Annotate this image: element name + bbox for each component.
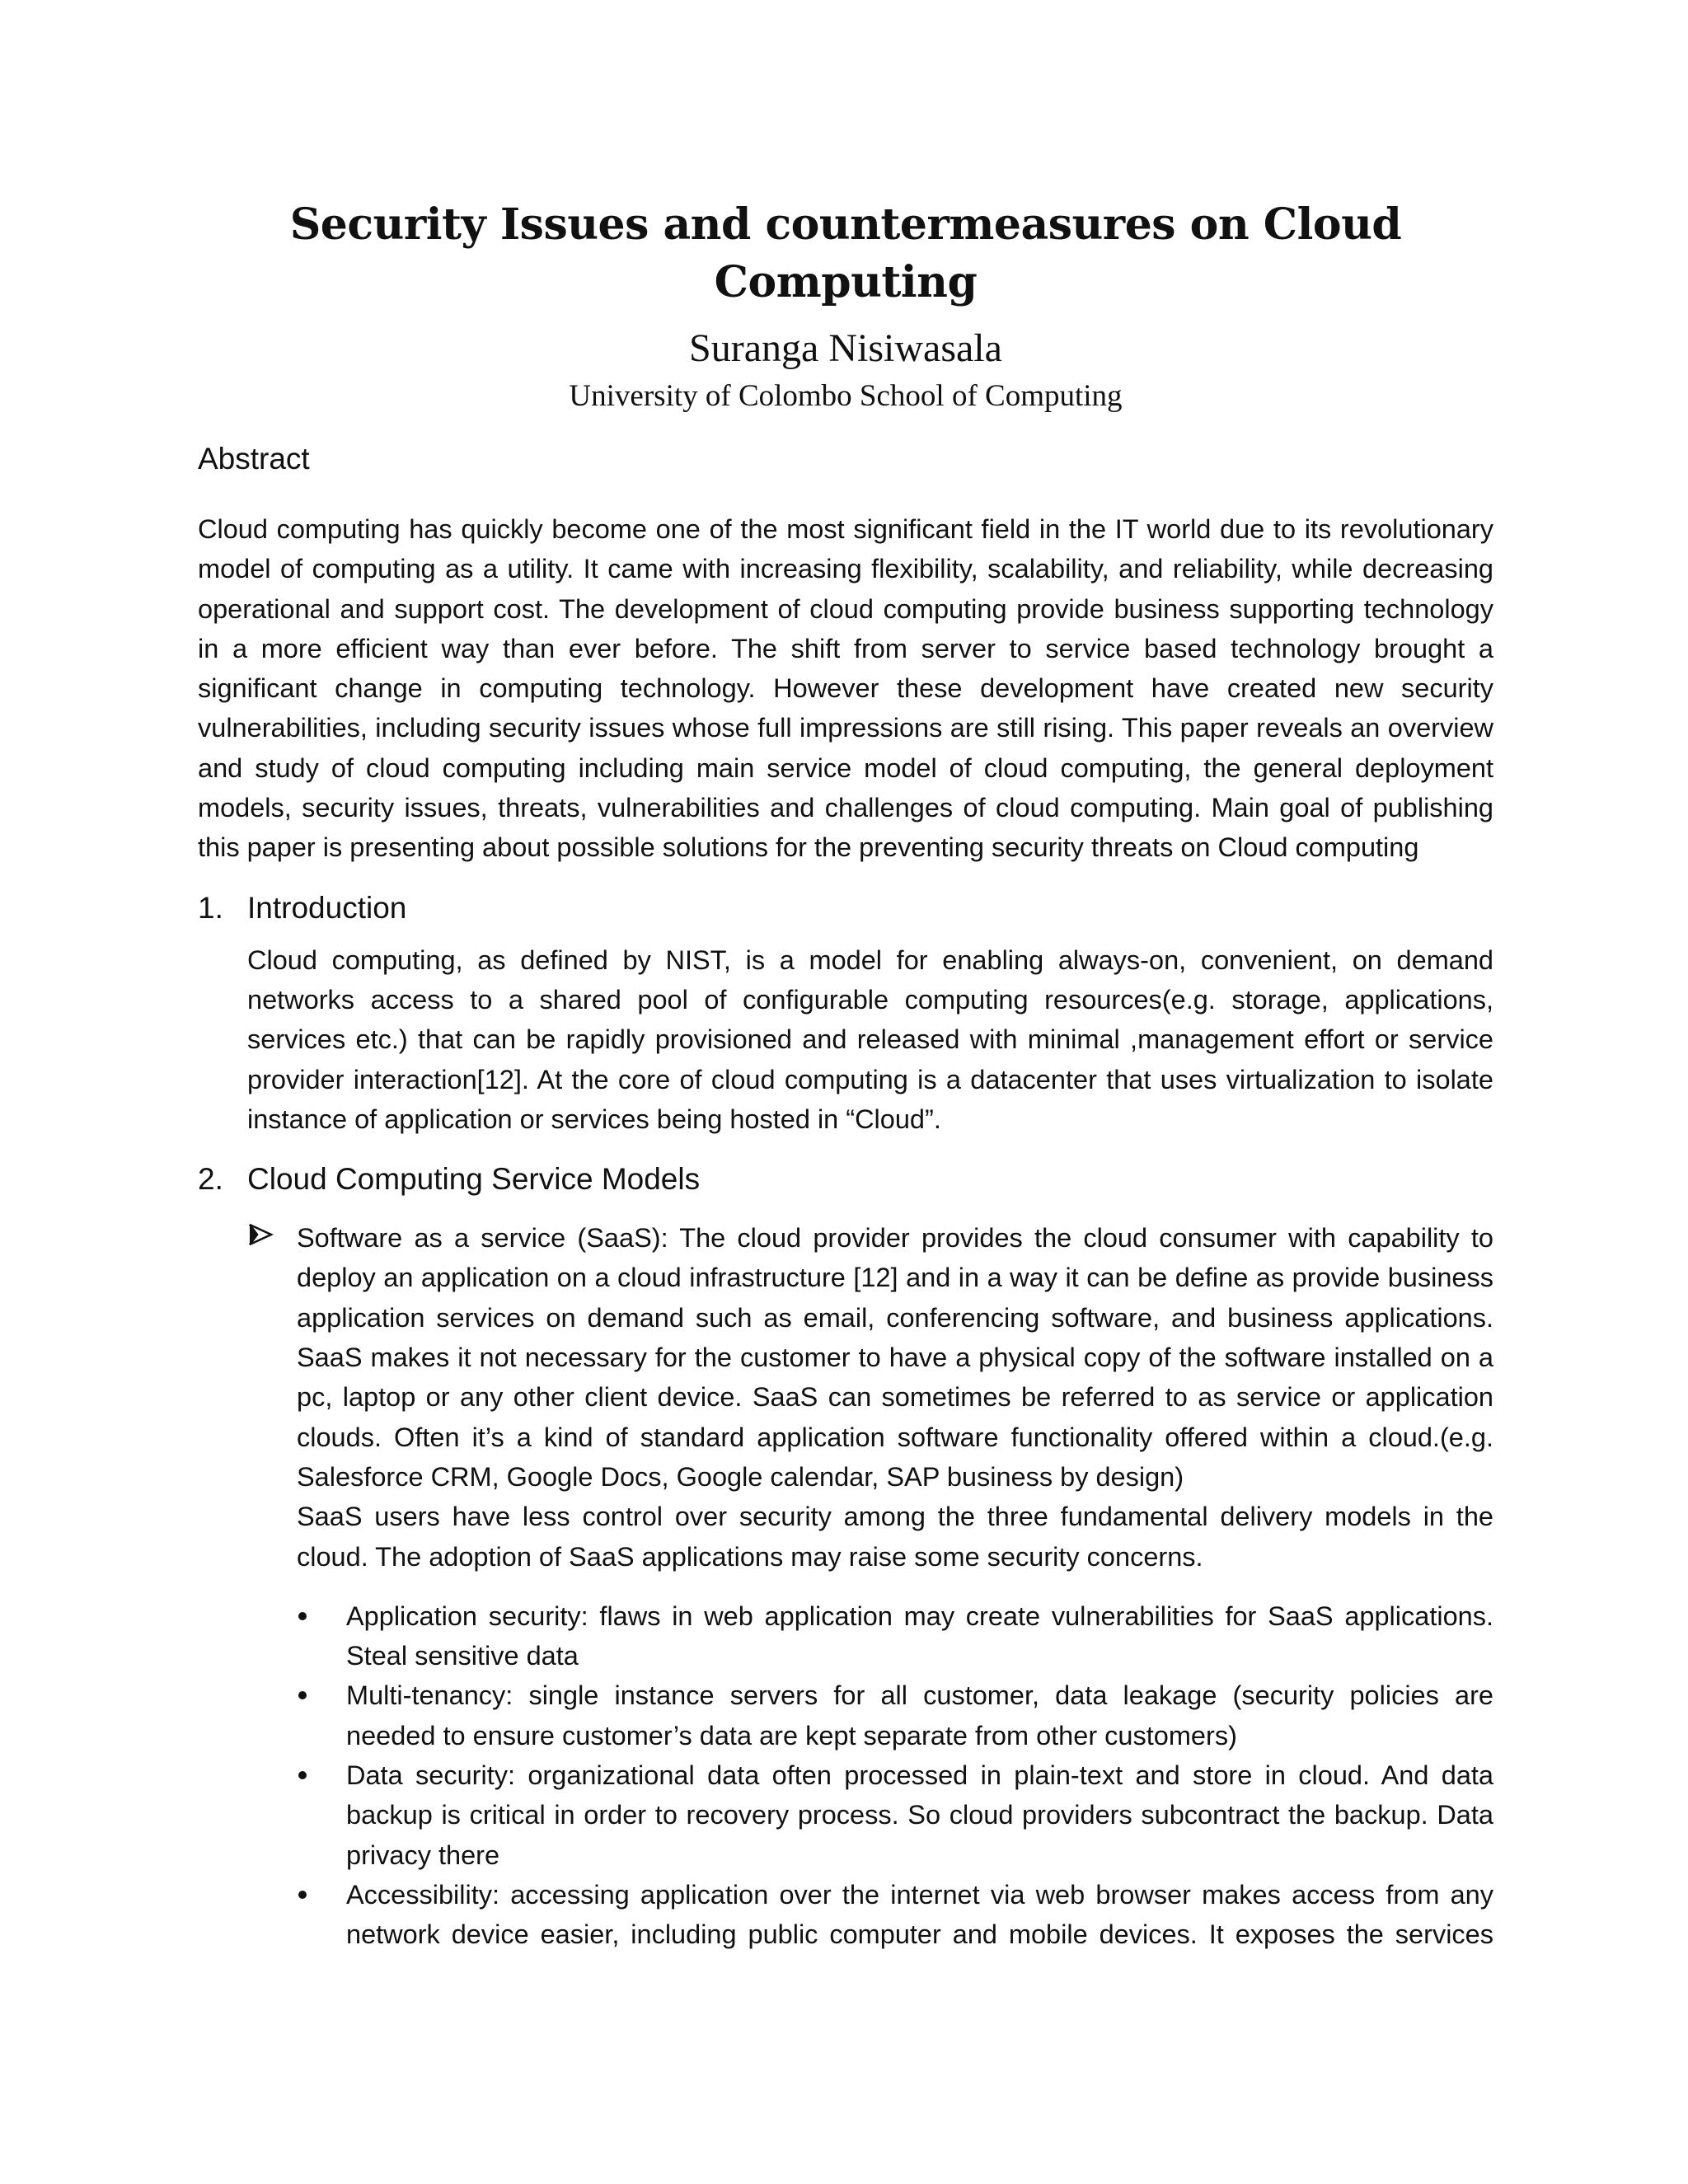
list-item-text: Accessibility: accessing application over the internet via web browser makes access from any network device easier, including public computer and mobile devices. It exposes the services [346, 1879, 1493, 1950]
list-item-text: Data security: organizational data often processed in plain-text and store in cloud. And data backup is critical in order to recovery process. So cloud providers subcontract the backup. Data privacy there [346, 1760, 1493, 1870]
bullet-dot-icon [297, 1875, 346, 1955]
list-item-text: Multi-tenancy: single instance servers for all customer, data leakage (security policies are needed to ensure customer’s data are kept separate from other customers) [346, 1680, 1493, 1750]
abstract-heading: Abstract [198, 442, 310, 476]
saas-item [247, 1218, 1493, 1577]
introduction-text: Cloud computing, as defined by NIST, is a model for enabling always-on, convenient, on demand networks access to a shared pool of configurable computing resources(e.g. storage, applications, services etc.) that can be rapidly provisioned and released with minimal ,management effort or service provider interaction[12]. At the core of cloud computing is a datacenter that uses virtualization to isolate instance of application or services being hosted in “Cloud”. [247, 944, 1493, 1134]
section-title: Introduction [247, 890, 407, 925]
section-heading-service-models [198, 1159, 1493, 1200]
author-affiliation: University of Colombo School of Computing [569, 379, 1123, 413]
paper-page [198, 0, 1493, 1955]
section-heading-introduction [198, 888, 1493, 929]
section-title: Cloud Computing Service Models [247, 1162, 701, 1197]
arrowhead-bullet-icon [247, 1218, 297, 1577]
list-item [297, 1675, 1493, 1755]
abstract-text: Cloud computing has quickly become one of the most significant field in the IT world due to its revolutionary model of computing as a utility. It came with increasing flexibility, scalability, and reliability, while decreasing operational and support cost. The development of cloud computing provide business supporting technology in a more efficient way than ever before. The shift from server to service based technology brought a significant change in computing technology. However these development have created new security vulnerabilities, including security issues whose full impressions are still rising. This paper reveals an overview and study of cloud computing including main service model of cloud computing, the general deployment models, security issues, threats, vulnerabilities and challenges of cloud computing. Main goal of publishing this paper is presenting about possible solutions for the preventing security threats on Cloud computing [198, 514, 1493, 863]
saas-security-paragraph: SaaS users have less control over security among the three fundamental delivery models in the cloud. The adoption of SaaS applications may raise some security concerns. [297, 1502, 1493, 1572]
list-item [297, 1596, 1493, 1676]
bullet-dot-icon [297, 1675, 346, 1755]
saas-security-concerns-list [297, 1596, 1493, 1955]
bullet-dot-icon [297, 1596, 346, 1676]
list-item [297, 1875, 1493, 1955]
list-item [297, 1755, 1493, 1875]
paper-title: Security Issues and countermeasures on Cloud Computing [289, 199, 1402, 307]
bullet-dot-icon [297, 1755, 346, 1875]
saas-description [297, 1218, 1493, 1577]
section-number: 2. [198, 1162, 223, 1197]
author-name: Suranga Nisiwasala [689, 326, 1002, 370]
section-number: 1. [198, 890, 223, 925]
list-item-text: Application security: flaws in web application may create vulnerabilities for SaaS applications. Steal sensitive data [346, 1601, 1493, 1671]
saas-paragraph: Software as a service (SaaS): The cloud provider provides the cloud consumer with capability to deploy an application on a cloud infrastructure [12] and in a way it can be define as provide business application services on demand such as email, conferencing software, and business applications. SaaS makes it not necessary for the customer to have a physical copy of the software installed on a pc, laptop or any other client device. SaaS can sometimes be referred to as service or application clouds. Often it’s a kind of standard application software functionality offered within a cloud.(e.g. Salesforce CRM, Google Docs, Google calendar, SAP business by design) [297, 1223, 1493, 1492]
